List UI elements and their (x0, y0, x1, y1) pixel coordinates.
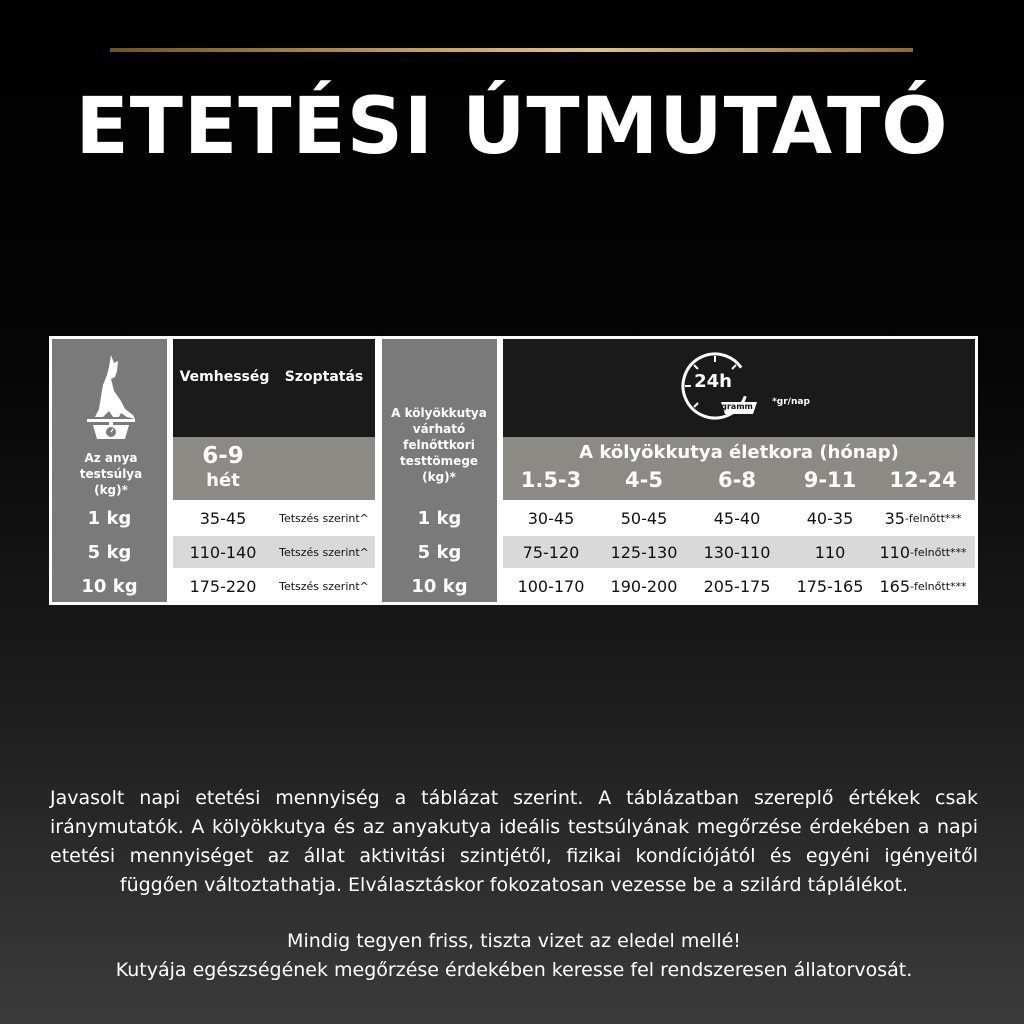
age-value: 40-35 (806, 508, 854, 528)
puppy-weight-value: 10 kg (411, 575, 468, 597)
feeding-instructions: Javasolt napi etetési mennyiség a táblázat szerint. A táblázatban szereplő értékek csak iránymutatók. A kölyökkutya és az anyakutya ideális testsúlyának megőrzése érdekében a napi etetési mennyiséget az állat aktivitási szintjétől, fizikai kondíciójától és egyéni igényeitől függően változtathatja. Elválasztáskor fokozatosan vezesse be a szilárd táplálékot. (50, 787, 978, 896)
pregnancy-value: 35-45 (199, 508, 247, 528)
water-note: Mindig tegyen friss, tiszta vizet az eledel mellé! (287, 930, 741, 952)
age-value-adult (875, 502, 971, 534)
age-value: 130-110 (703, 542, 771, 562)
puppy-weight-value: 5 kg (417, 541, 462, 563)
age-column-header: 12-24 (889, 468, 957, 492)
pregnancy-weeks: 6-9 (202, 443, 244, 469)
age-value: 175-165 (796, 576, 864, 596)
lactation-value: Tetszés szerint^ (279, 511, 369, 525)
lactation-value: Tetszés szerint^ (279, 545, 369, 559)
age-value: 75-120 (522, 542, 580, 562)
feeding-table (49, 336, 978, 605)
bowl-label: gramm (721, 401, 753, 411)
age-value: 110 (814, 542, 846, 562)
age-column-header: 1.5-3 (520, 468, 582, 492)
pregnancy-weeks-unit: hét (206, 469, 240, 491)
vet-note: Kutyája egészségének megőrzése érdekében keresse fel rendszeresen állatorvosát. (115, 959, 913, 981)
gold-divider (110, 48, 913, 52)
age-value: 190-200 (610, 576, 678, 596)
lactation-label: Szoptatás (284, 369, 364, 385)
page-title: ETETÉSI ÚTMUTATÓ (75, 82, 949, 172)
puppy-adult-weight-label: A kölyökkutya várható felnőttkori testtömege (kg)* (391, 406, 487, 484)
mother-weight-value: 5 kg (87, 541, 132, 563)
age-value: 165 (879, 576, 911, 596)
age-column-header: 6-8 (718, 468, 756, 492)
age-column-header: 9-11 (803, 468, 857, 492)
pregnancy-value: 175-220 (189, 576, 257, 596)
age-value: 125-130 (610, 542, 678, 562)
age-value: 110 (879, 542, 911, 562)
adult-suffix: -felnőtt*** (910, 545, 967, 559)
age-value: 30-45 (527, 508, 575, 528)
age-value: 100-170 (517, 576, 585, 596)
mother-weight-value: 1 kg (87, 507, 132, 529)
age-value: 45-40 (713, 508, 761, 528)
clock-label: 24h (694, 370, 732, 392)
dog-on-scale-icon (71, 350, 151, 440)
age-value-adult (875, 570, 971, 602)
pregnancy-value: 110-140 (189, 542, 257, 562)
age-value: 35 (884, 508, 905, 528)
age-value-adult (875, 536, 971, 568)
age-column-header: 4-5 (625, 468, 663, 492)
age-value: 205-175 (703, 576, 771, 596)
age-value: 50-45 (620, 508, 668, 528)
adult-suffix: -felnőtt*** (910, 579, 967, 593)
puppy-weight-value: 1 kg (417, 507, 462, 529)
mother-weight-value: 10 kg (81, 575, 138, 597)
water-vet-note (50, 927, 978, 985)
pregnancy-label: Vemhesség (179, 369, 270, 385)
adult-suffix: -felnőtt*** (904, 511, 962, 525)
mother-weight-label: Az anya testsúlya (kg)* (79, 451, 143, 497)
age-header: A kölyökkutya életkora (hónap) (579, 441, 899, 463)
lactation-value: Tetszés szerint^ (279, 579, 369, 593)
unit-label: *gr/nap (772, 397, 810, 407)
